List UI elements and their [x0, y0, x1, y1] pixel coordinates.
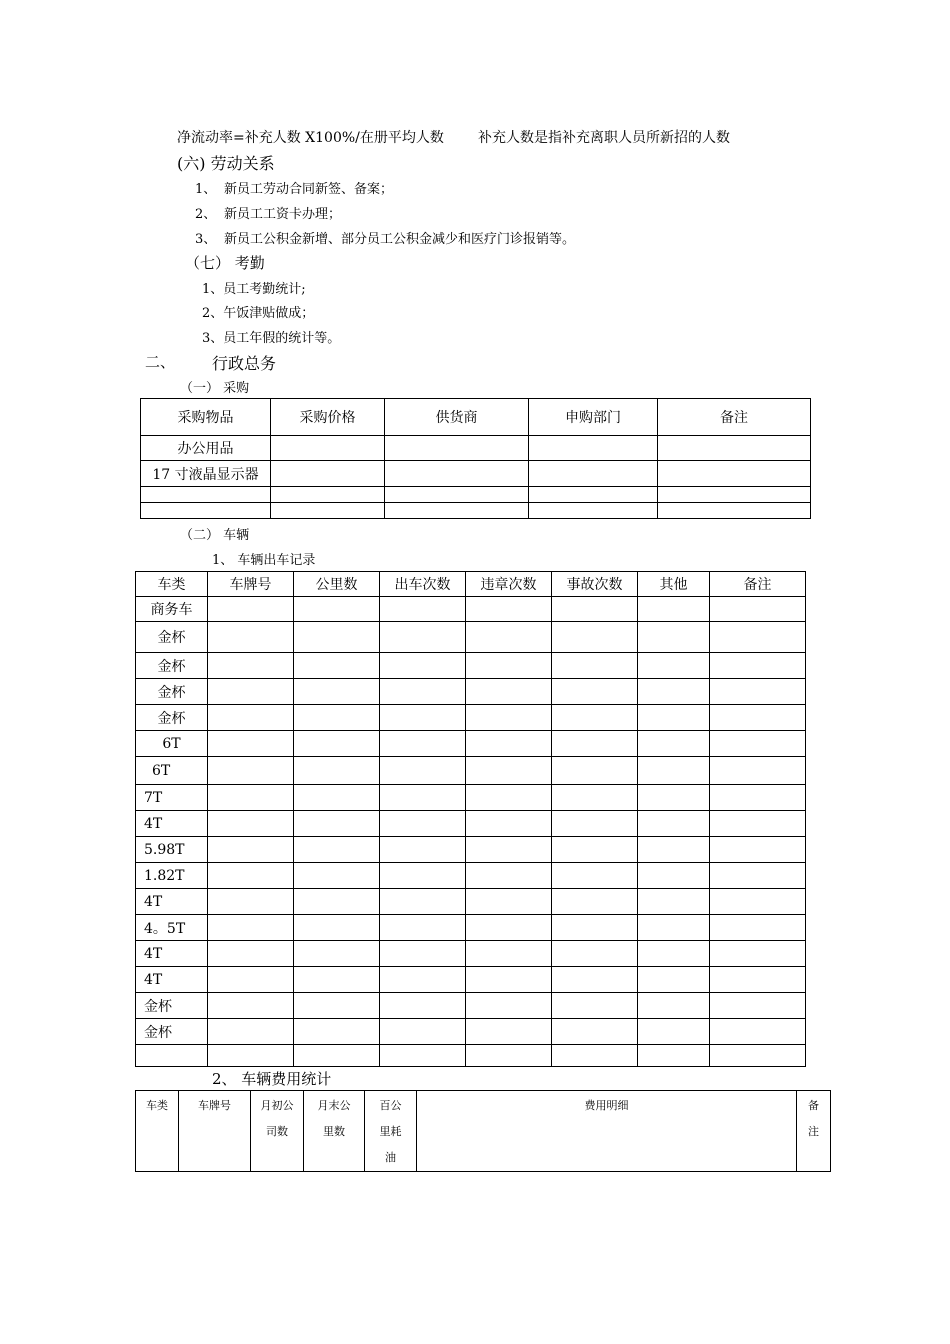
cost-stats-subtitle: 2、 车辆费用统计 — [212, 1070, 332, 1088]
table-cell — [385, 487, 529, 503]
vehicle-type-cell: 商务车 — [136, 597, 208, 622]
table-cell — [552, 757, 638, 785]
table-cell — [552, 837, 638, 863]
table-cell — [529, 436, 658, 461]
table-cell — [208, 1045, 294, 1067]
labor-item-num: 1、 — [195, 182, 217, 197]
table-cell — [380, 1045, 466, 1067]
table-row — [136, 757, 806, 785]
table-header-cell: 违章次数 — [466, 572, 552, 597]
table-row — [136, 785, 806, 811]
table-cell — [466, 1045, 552, 1067]
table-cell — [294, 941, 380, 967]
labor-item-text: 新员工公积金新增、部分员工公积金减少和医疗门诊报销等。 — [224, 232, 576, 247]
table-header-cell: 采购物品 — [141, 399, 271, 436]
table-cell — [271, 461, 385, 487]
table-cell — [638, 597, 710, 622]
table-cell — [271, 503, 385, 519]
table-cell — [710, 967, 806, 993]
attendance-item: 3、员工年假的统计等。 — [202, 331, 341, 346]
vehicle-type-cell: 4T — [136, 941, 208, 967]
table-cell — [466, 622, 552, 653]
table-row — [136, 863, 806, 889]
table-cell — [271, 436, 385, 461]
table-row — [136, 679, 806, 705]
table-cell — [380, 622, 466, 653]
table-cell — [552, 785, 638, 811]
table-cell — [208, 705, 294, 731]
table-cell — [466, 597, 552, 622]
table-cell — [552, 967, 638, 993]
table-cell — [638, 1019, 710, 1045]
table-row — [141, 436, 811, 461]
table-cell — [552, 811, 638, 837]
table-cell — [466, 837, 552, 863]
table-cell — [710, 731, 806, 757]
part-number: 二、 — [145, 353, 176, 371]
vehicle-type-cell: 金杯 — [136, 653, 208, 679]
table-header-cell: 车类 — [136, 1091, 179, 1172]
table-cell — [380, 653, 466, 679]
table-row — [141, 487, 811, 503]
table-cell — [380, 785, 466, 811]
table-row — [136, 889, 806, 915]
table-cell — [710, 941, 806, 967]
table-cell — [552, 597, 638, 622]
table-cell — [294, 915, 380, 941]
table-cell — [294, 993, 380, 1019]
labor-item-num: 3、 — [195, 232, 217, 247]
table-cell — [710, 889, 806, 915]
section-labor-relations-title: (六) 劳动关系 — [177, 154, 275, 173]
table-header-cell: 车牌号 — [208, 572, 294, 597]
table-cell — [294, 837, 380, 863]
table-cell — [638, 915, 710, 941]
labor-item-text: 新员工工资卡办理； — [224, 207, 342, 222]
table-cell — [552, 941, 638, 967]
table-cell — [380, 837, 466, 863]
table-cell — [466, 1019, 552, 1045]
table-cell — [208, 679, 294, 705]
vehicle-type-cell: 金杯 — [136, 1019, 208, 1045]
vehicle-type-cell: 金杯 — [136, 622, 208, 653]
trip-record-subtitle: 1、 车辆出车记录 — [212, 553, 316, 568]
table-cell — [380, 941, 466, 967]
trip-record-table — [135, 571, 806, 1067]
table-cell — [380, 705, 466, 731]
table-cell — [552, 679, 638, 705]
table-cell — [385, 461, 529, 487]
labor-item-text: 新员工劳动合同新签、备案； — [224, 182, 394, 197]
table-cell — [294, 757, 380, 785]
table-cell — [385, 436, 529, 461]
table-cell — [294, 705, 380, 731]
table-header-cell: 百公 里耗 油 — [365, 1091, 417, 1172]
table-cell — [208, 785, 294, 811]
table-cell — [710, 811, 806, 837]
table-cell — [710, 863, 806, 889]
table-cell — [380, 679, 466, 705]
vehicle-type-cell: 4。5T — [136, 915, 208, 941]
table-cell — [638, 731, 710, 757]
purchase-table — [140, 398, 811, 519]
table-cell — [208, 597, 294, 622]
table-cell — [658, 503, 811, 519]
vehicle-type-cell: 6T — [136, 731, 208, 757]
vehicle-type-cell: 金杯 — [136, 705, 208, 731]
table-cell — [710, 1045, 806, 1067]
table-cell — [380, 967, 466, 993]
table-cell — [658, 461, 811, 487]
table-cell — [710, 785, 806, 811]
purchase-section-title: （一） 采购 — [180, 381, 250, 396]
table-cell — [552, 1019, 638, 1045]
table-cell — [638, 757, 710, 785]
table-row — [136, 1019, 806, 1045]
table-cell — [141, 487, 271, 503]
table-cell — [638, 993, 710, 1019]
table-cell — [638, 889, 710, 915]
table-cell — [208, 731, 294, 757]
vehicle-type-cell: 4T — [136, 889, 208, 915]
table-cell — [294, 597, 380, 622]
table-cell — [380, 811, 466, 837]
table-row — [136, 915, 806, 941]
table-cell — [552, 622, 638, 653]
table-cell — [385, 503, 529, 519]
table-cell — [529, 487, 658, 503]
table-cell — [208, 941, 294, 967]
table-cell — [380, 889, 466, 915]
table-cell — [380, 993, 466, 1019]
table-cell — [552, 653, 638, 679]
table-cell — [141, 503, 271, 519]
vehicle-type-cell: 金杯 — [136, 993, 208, 1019]
table-cell — [710, 679, 806, 705]
table-cell — [552, 705, 638, 731]
table-cell — [638, 705, 710, 731]
table-cell — [710, 622, 806, 653]
vehicle-type-cell: 4T — [136, 967, 208, 993]
table-cell — [294, 785, 380, 811]
table-header-cell: 车牌号 — [179, 1091, 251, 1172]
table-cell — [638, 679, 710, 705]
table-cell — [208, 622, 294, 653]
table-header-cell: 其他 — [638, 572, 710, 597]
table-cell — [380, 757, 466, 785]
table-cell — [466, 679, 552, 705]
table-row — [136, 837, 806, 863]
table-row — [136, 653, 806, 679]
table-header-cell: 月末公 里数 — [304, 1091, 365, 1172]
table-cell — [466, 785, 552, 811]
table-cell: 办公用品 — [141, 436, 271, 461]
table-cell — [552, 863, 638, 889]
table-cell — [466, 811, 552, 837]
table-cell — [710, 1019, 806, 1045]
table-header-cell: 供货商 — [385, 399, 529, 436]
table-row — [136, 597, 806, 622]
table-cell — [294, 863, 380, 889]
table-cell — [658, 487, 811, 503]
table-row — [141, 461, 811, 487]
replenish-definition: 补充人数是指补充离职人员所新招的人数 — [478, 130, 730, 146]
table-cell — [208, 967, 294, 993]
table-cell — [208, 889, 294, 915]
table-row — [136, 941, 806, 967]
table-header-cell: 月初公 司数 — [251, 1091, 304, 1172]
table-header-cell: 出车次数 — [380, 572, 466, 597]
table-cell — [208, 653, 294, 679]
table-cell — [294, 967, 380, 993]
vehicle-type-cell: 1.82T — [136, 863, 208, 889]
table-row — [136, 993, 806, 1019]
table-cell — [529, 461, 658, 487]
table-header-cell: 备注 — [710, 572, 806, 597]
table-cell — [466, 941, 552, 967]
vehicle-type-cell: 6T — [136, 757, 208, 785]
table-cell: 17 寸液晶显示器 — [141, 461, 271, 487]
table-cell — [552, 915, 638, 941]
part-admin-title: 行政总务 — [212, 354, 277, 373]
table-cell — [294, 679, 380, 705]
table-cell — [380, 915, 466, 941]
table-cell — [466, 705, 552, 731]
vehicles-section-title: （二） 车辆 — [180, 528, 250, 543]
table-cell — [552, 731, 638, 757]
table-row — [136, 705, 806, 731]
table-cell — [529, 503, 658, 519]
table-cell — [638, 811, 710, 837]
table-header-cell: 申购部门 — [529, 399, 658, 436]
table-header-cell: 采购价格 — [271, 399, 385, 436]
table-cell — [294, 622, 380, 653]
table-header-cell: 公里数 — [294, 572, 380, 597]
net-turnover-formula: 净流动率=补充人数 X100%/在册平均人数 — [177, 130, 444, 146]
table-cell — [294, 811, 380, 837]
vehicle-type-cell: 7T — [136, 785, 208, 811]
table-cell — [294, 731, 380, 757]
table-cell — [294, 653, 380, 679]
table-cell — [638, 1045, 710, 1067]
table-cell — [638, 967, 710, 993]
table-cell — [294, 1045, 380, 1067]
table-header-cell: 费用明细 — [417, 1091, 797, 1172]
table-cell — [466, 653, 552, 679]
table-header-cell: 车类 — [136, 572, 208, 597]
table-cell — [208, 1019, 294, 1045]
table-cell — [380, 597, 466, 622]
table-cell — [710, 757, 806, 785]
table-cell — [466, 993, 552, 1019]
table-cell — [466, 731, 552, 757]
table-cell — [638, 653, 710, 679]
table-cell — [294, 1019, 380, 1045]
vehicle-type-cell: 4T — [136, 811, 208, 837]
table-cell — [466, 889, 552, 915]
table-cell — [710, 705, 806, 731]
table-row — [136, 967, 806, 993]
table-cell — [208, 757, 294, 785]
table-cell — [466, 915, 552, 941]
table-header-cell: 备 注 — [797, 1091, 831, 1172]
table-header-cell: 事故次数 — [552, 572, 638, 597]
table-cell — [710, 915, 806, 941]
table-cell — [208, 863, 294, 889]
table-cell — [208, 915, 294, 941]
table-row — [136, 811, 806, 837]
table-header-cell: 备注 — [658, 399, 811, 436]
vehicle-type-cell: 金杯 — [136, 679, 208, 705]
table-cell — [271, 487, 385, 503]
attendance-item: 1、员工考勤统计; — [202, 282, 306, 297]
table-cell — [208, 811, 294, 837]
table-cell — [710, 993, 806, 1019]
table-cell — [294, 889, 380, 915]
table-row — [136, 731, 806, 757]
table-cell — [380, 863, 466, 889]
vehicle-cost-table — [135, 1090, 831, 1172]
section-attendance-title: （七） 考勤 — [185, 254, 265, 272]
table-cell — [710, 653, 806, 679]
vehicle-type-cell: 5.98T — [136, 837, 208, 863]
table-cell — [638, 837, 710, 863]
table-row — [141, 503, 811, 519]
table-cell — [710, 837, 806, 863]
table-cell — [380, 731, 466, 757]
table-cell — [658, 436, 811, 461]
table-cell — [552, 993, 638, 1019]
vehicle-type-cell — [136, 1045, 208, 1067]
table-cell — [552, 1045, 638, 1067]
table-cell — [552, 889, 638, 915]
table-cell — [638, 622, 710, 653]
table-cell — [638, 785, 710, 811]
table-cell — [208, 837, 294, 863]
table-cell — [638, 863, 710, 889]
table-cell — [208, 993, 294, 1019]
labor-item-num: 2、 — [195, 207, 217, 222]
table-cell — [466, 863, 552, 889]
table-row — [136, 1045, 806, 1067]
table-cell — [466, 757, 552, 785]
table-cell — [638, 941, 710, 967]
table-cell — [466, 967, 552, 993]
table-cell — [710, 597, 806, 622]
table-row — [136, 622, 806, 653]
table-cell — [380, 1019, 466, 1045]
attendance-item: 2、午饭津贴做成； — [202, 306, 315, 321]
